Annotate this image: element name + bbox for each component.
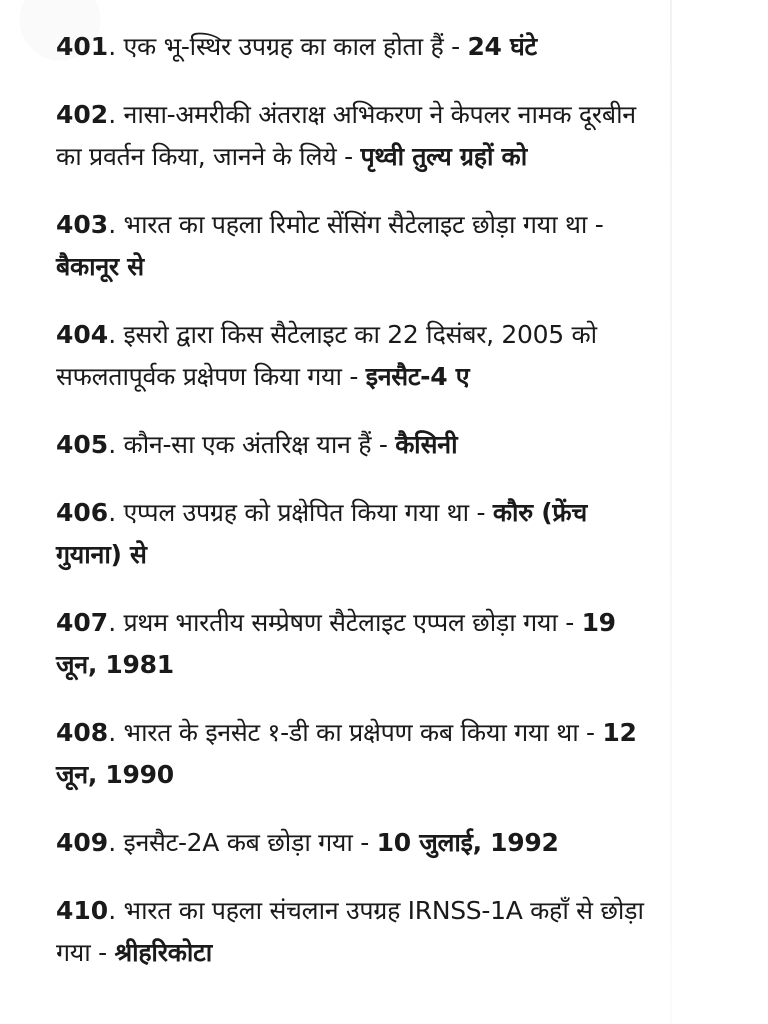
question-text: भारत का पहला रिमोट सेंसिंग सैटेलाइट छोड़ा गया था [123, 210, 588, 239]
answer-separator: - [443, 32, 468, 61]
question-number: 409 [56, 828, 109, 857]
number-dot: . [108, 210, 116, 239]
question-number: 403 [56, 210, 109, 239]
question-number: 406 [56, 498, 109, 527]
question-text: एक भू-स्थिर उपग्रह का काल होता हैं [123, 32, 444, 61]
question-text: इसरो द्वारा किस सैटेलाइट का 22 दिसंबर, 2005 को सफलतापूर्वक प्रक्षेपण किया गया [56, 320, 597, 391]
qa-item-406 [56, 492, 656, 576]
answer-text: कैसिनी [395, 430, 458, 459]
qa-list [56, 26, 656, 1000]
question-text: कौन-सा एक अंतरिक्ष यान हैं [123, 430, 372, 459]
question-number: 401 [56, 32, 109, 61]
answer-separator: - [336, 142, 361, 171]
question-text: इनसैट-2A कब छोड़ा गया [123, 828, 353, 857]
answer-separator: - [578, 718, 603, 747]
qa-item-410 [56, 890, 656, 974]
question-text: नासा-अमरीकी अंतराक्ष अभिकरण ने केपलर नामक दूरबीन का प्रवर्तन किया, जानने के लिये [56, 100, 636, 171]
answer-text: कौरु (फ्रेंच गुयाना) से [56, 498, 587, 569]
answer-separator: - [352, 828, 377, 857]
number-dot: . [108, 608, 116, 637]
question-number: 408 [56, 718, 109, 747]
qa-item-407 [56, 602, 656, 686]
answer-text: 10 जुलाई, 1992 [376, 828, 559, 857]
number-dot: . [108, 718, 116, 747]
qa-item-405 [56, 424, 656, 466]
question-text: प्रथम भारतीय सम्प्रेषण सैटेलाइट एप्पल छोड़ा गया [123, 608, 558, 637]
question-text: एप्पल उपग्रह को प्रक्षेपित किया गया था [123, 498, 469, 527]
number-dot: . [108, 100, 116, 129]
qa-item-408 [56, 712, 656, 796]
number-dot: . [108, 896, 116, 925]
qa-item-402 [56, 94, 656, 178]
question-text: भारत का पहला संचलान उपग्रह IRNSS-1A कहाँ से छोड़ा गया [56, 896, 644, 967]
question-number: 405 [56, 430, 109, 459]
answer-separator: - [371, 430, 396, 459]
number-dot: . [108, 430, 116, 459]
question-number: 404 [56, 320, 109, 349]
answer-separator: - [557, 608, 582, 637]
answer-separator: - [587, 210, 604, 239]
answer-separator: - [90, 938, 115, 967]
qa-item-403 [56, 204, 656, 288]
qa-item-404 [56, 314, 656, 398]
answer-separator: - [341, 362, 366, 391]
answer-text: पृथ्वी तुल्य ग्रहों को [360, 142, 527, 171]
question-number: 407 [56, 608, 109, 637]
answer-text: 24 घंटे [467, 32, 537, 61]
qa-item-409 [56, 822, 656, 864]
answer-separator: - [468, 498, 493, 527]
answer-text: बैकानूर से [56, 252, 144, 281]
answer-text: इनसैट-4 ए [365, 362, 470, 391]
answer-text: श्रीहरिकोटा [114, 938, 212, 967]
question-number: 402 [56, 100, 109, 129]
page-edge-divider [670, 0, 672, 1024]
question-text: भारत के इनसेट १-डी का प्रक्षेपण कब किया गया था [123, 718, 579, 747]
number-dot: . [108, 828, 116, 857]
answer-text: 12 जून, 1990 [56, 718, 637, 789]
qa-item-401 [56, 26, 656, 68]
question-number: 410 [56, 896, 109, 925]
number-dot: . [108, 320, 116, 349]
number-dot: . [108, 32, 116, 61]
answer-text: 19 जून, 1981 [56, 608, 616, 679]
number-dot: . [108, 498, 116, 527]
